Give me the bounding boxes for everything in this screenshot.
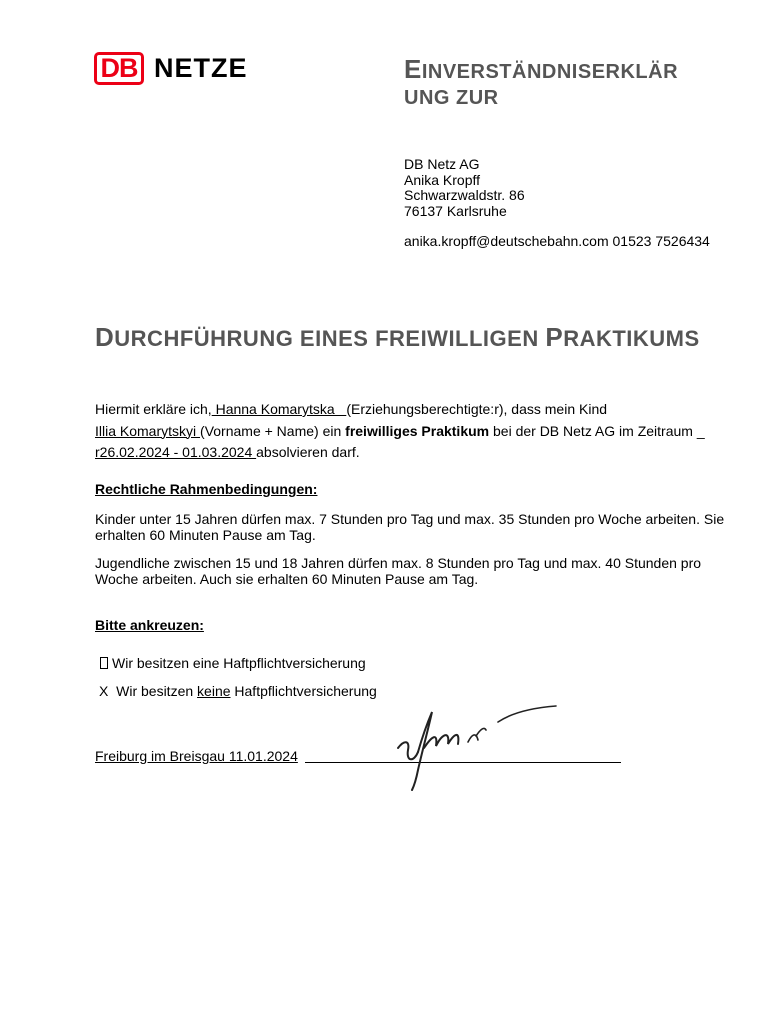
address-street: Schwarzwaldstr. 86 (404, 187, 525, 203)
checkbox-option-not-insured[interactable] (99, 683, 377, 699)
conditions-children: Kinder unter 15 Jahren dürfen max. 7 Stunden pro Tag und max. 35 Stunden pro Woche arbeiten. Sie erhalten 60 Minuten Pause am Tag. (95, 511, 725, 543)
child-name: Illia Komarytskyi (95, 422, 201, 439)
checked-mark[interactable]: X (99, 683, 109, 699)
netze-wordmark: NETZE (154, 53, 248, 83)
option-insured-label: Wir besitzen eine Haftpflichtversicherung (112, 655, 366, 671)
title-line2: UNG ZUR (404, 87, 499, 109)
option-not-insured-label-2: Haftpflichtversicherung (230, 683, 377, 699)
subtitle-initial-d: D (95, 322, 115, 352)
internship-period: r26.02.2024 - 01.03.2024 (95, 444, 257, 460)
address-company: DB Netz AG (404, 156, 480, 172)
decl-bold-internship: freiwilliges Praktikum (345, 422, 490, 439)
recipient-address (404, 157, 525, 219)
checkbox-option-insured[interactable] (100, 655, 366, 671)
document-subtitle (95, 322, 700, 353)
subtitle-part1: URCHFÜHRUNG EINES FREIWILLIGEN (114, 326, 546, 351)
title-line1: INVERSTÄNDNISERKLÄR (421, 61, 679, 83)
title-initial: E (404, 54, 422, 84)
unchecked-box-icon[interactable] (100, 657, 108, 669)
option-not-insured-label-1: Wir besitzen (116, 683, 198, 699)
subtitle-part2: RAKTIKUMS (563, 326, 700, 351)
address-person: Anika Kropff (404, 171, 481, 188)
guardian-name: Hanna Komarytska (211, 401, 347, 417)
checkbox-heading: Bitte ankreuzen: (95, 617, 204, 633)
subtitle-initial-p: P (545, 322, 564, 352)
decl-text-1: Hiermit erkläre ich, (95, 401, 212, 417)
option-not-insured-emphasis: keine (197, 683, 231, 699)
decl-text-4: bei der DB Netz AG im Zeitraum _ (489, 422, 705, 439)
address-city: 76137 Karlsruhe (404, 202, 507, 219)
db-logo-icon: DB (94, 52, 144, 85)
document-title (404, 56, 724, 111)
decl-text-2: (Erziehungsberechtigte:r), dass mein Kind (346, 401, 608, 417)
conditions-heading: Rechtliche Rahmenbedingungen: (95, 481, 318, 497)
decl-text-3: (Vorname + Name) ein (200, 422, 346, 439)
conditions-youth: Jugendliche zwischen 15 und 18 Jahren dürfen max. 8 Stunden pro Tag und max. 40 Stunden pro Woche arbeiten. Auch sie erhalten 60 Minuten Pause am Tag. (95, 555, 702, 587)
db-netze-logo (94, 52, 248, 85)
decl-text-5: absolvieren darf. (256, 444, 360, 460)
place-date: Freiburg im Breisgau 11.01.2024 (95, 748, 298, 764)
handwritten-signature-icon (380, 690, 570, 810)
contact-line: anika.kropff@deutschebahn.com 01523 7526434 (404, 233, 710, 249)
declaration-paragraph (95, 399, 725, 464)
